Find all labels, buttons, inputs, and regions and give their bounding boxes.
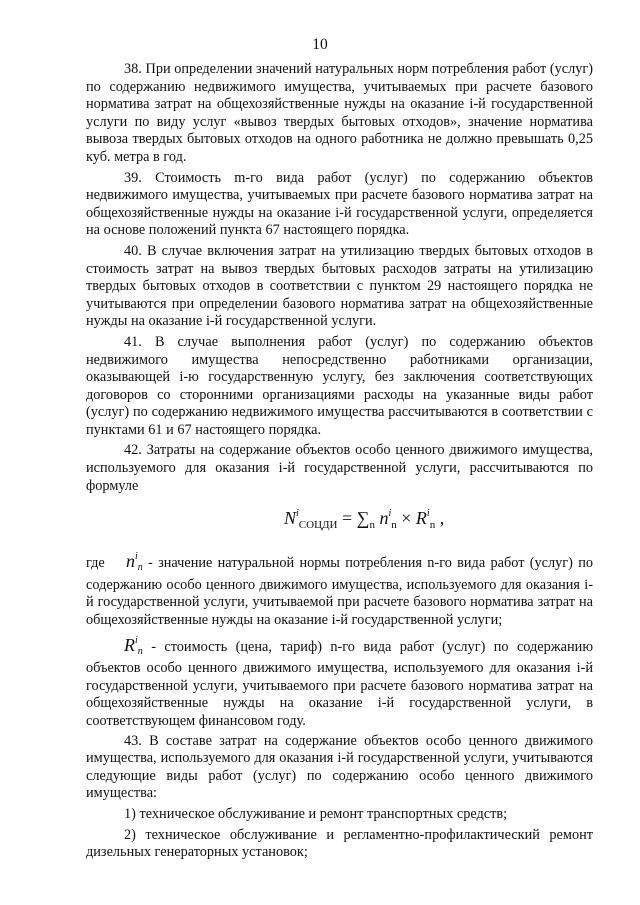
formula-lhs-sup: i	[296, 508, 299, 520]
formula-r-var: R	[415, 508, 427, 529]
formula-n-sub: n	[391, 519, 397, 532]
formula-sum: ∑	[356, 508, 370, 529]
def-n-sup: i	[134, 551, 138, 563]
def-r-sub: n	[137, 645, 143, 657]
formula-r-sub: n	[429, 519, 436, 532]
def-n-sub: n	[137, 562, 143, 574]
definition-r	[86, 632, 593, 731]
formula-lhs: N	[284, 508, 297, 529]
paragraph-43: 43. В составе затрат на содержание объектов особо ценного движимого имущества, используемого для оказания i-й государственной услуги, учитываются следующие виды работ (услуг) по содержанию особо ценного движимого имущества:	[86, 732, 593, 802]
formula-equals: =	[341, 508, 353, 529]
paragraph-41: 41. В случае выполнения работ (услуг) по содержанию объектов недвижимого имущества непосредственно работниками организации, оказывающей i-ю государственную услугу, без заключения соответствующих договоров со сторонними организациями расходы на указанные виды работ (услуг) по содержанию недвижимого имущества рассчитываются в соответствии с пунктами 61 и 67 настоящего порядка.	[86, 333, 593, 438]
def-r-var: R	[124, 634, 135, 655]
def-n-var: n	[125, 551, 135, 572]
paragraph-39: 39. Стоимость m-го вида работ (услуг) по содержанию объектов недвижимого имущества, учитываемых при расчете базового норматива затрат на общехозяйственные нужды на оказание i-й государственной услуги, определяется на основе положений пункта 67 настоящего порядка.	[86, 169, 593, 239]
formula-tail: ,	[439, 508, 445, 529]
definition-n-symbol	[125, 551, 143, 574]
formula-lhs-sub: СОЦДИ	[298, 519, 338, 532]
formula	[284, 501, 593, 538]
formula-n-sup: i	[388, 508, 392, 520]
def-r-sup: i	[135, 634, 138, 646]
list-item-1: 1) техническое обслуживание и ремонт транспортных средств;	[124, 805, 508, 822]
definition-prefix: где	[86, 555, 105, 572]
definition-n	[86, 548, 593, 629]
formula-n-var: n	[379, 508, 389, 529]
formula-sum-sub: n	[369, 519, 375, 532]
formula-r-sup: i	[426, 508, 430, 520]
definition-r-symbol	[124, 635, 143, 655]
definition-r-text: - стоимость (цена, тариф) n-го вида работ (услуг) по содержанию объектов особо ценного движимого имущества, используемого для оказания i-й государственной услуги, учитываемого при расчете базового норматива затрат на общехозяйственные нужды на оказание i-й государственной услуги, в соответствующем финансовом году.	[86, 638, 594, 729]
formula-times: ×	[401, 508, 412, 529]
list-item-2: 2) техническое обслуживание и регламентно-профилактический ремонт дизельных генераторных установок;	[86, 826, 593, 861]
definition-n-text: - значение натуральной нормы потребления n-го вида работ (услуг) по содержанию особо ценного движимого имущества, используемого для оказания i-й государственной услуги, учитываемой при расчете базового норматива затрат на общехозяйственные нужды на оказание i-й государственной услуги;	[86, 555, 593, 629]
paragraph-40: 40. В случае включения затрат на утилизацию твердых бытовых отходов в стоимость затрат на вывоз твердых бытовых расходов затраты на утилизацию твердых бытовых отходов в соответствии с пунктом 29 настоящего порядка не учитываются при определении базового норматива затрат на общехозяйственные нужды на оказание i-й государственной услуги.	[86, 242, 593, 330]
page-number: 10	[312, 36, 328, 53]
paragraph-38: 38. При определении значений натуральных норм потребления работ (услуг) по содержанию недвижимого имущества, учитываемых при расчете базового норматива затрат на общехозяйственные нужды на оказание i-й государственной услуги по виду услуг «вывоз твердых бытовых отходов», значение норматива вывоза твердых бытовых отходов на одного работника не должно превышать 0,25 куб. метра в год.	[86, 61, 593, 165]
paragraph-42: 42. Затраты на содержание объектов особо ценного движимого имущества, используемого для оказания i-й государственной услуги, рассчитываются по формуле	[86, 442, 593, 494]
document-body	[86, 61, 593, 865]
